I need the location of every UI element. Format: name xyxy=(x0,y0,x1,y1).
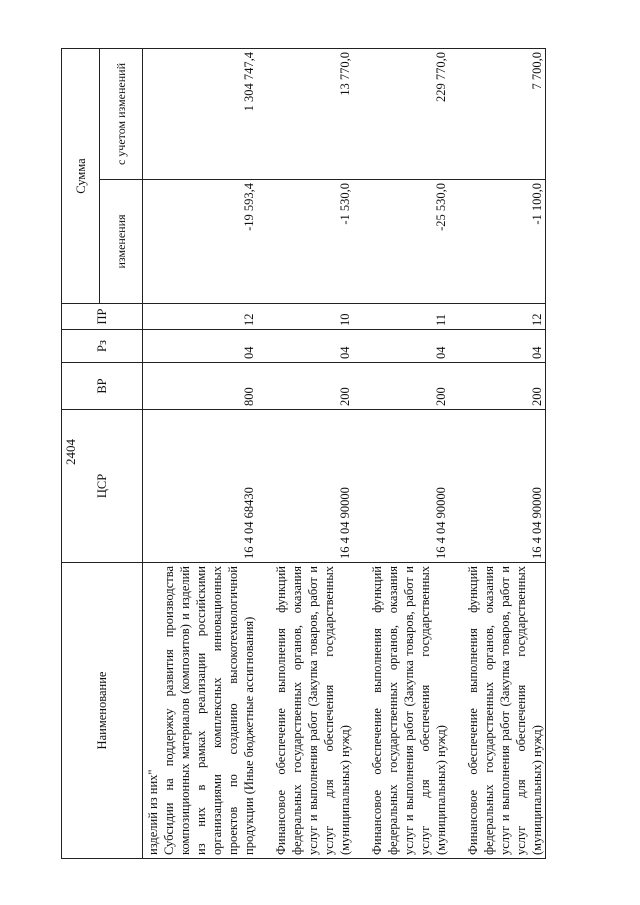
row-pr: 11 xyxy=(353,304,449,330)
row-csr: 16 4 04 90000 xyxy=(257,410,353,563)
budget-table xyxy=(61,48,546,859)
row-name: Субсидии на поддержку развития производства композиционных материалов (композитов) и изделий из них в рамках реализации российскими организациями комплексных инновационных проектов по созданию высокотехнологичной продукции (Иные бюджетные ассигнования) xyxy=(161,563,257,859)
row-pr: 12 xyxy=(161,304,257,330)
header-vr: ВР xyxy=(62,363,143,410)
empty-cell xyxy=(143,330,162,363)
row-total: 1 304 747,4 xyxy=(161,49,257,180)
row-vr: 200 xyxy=(257,363,353,410)
empty-cell xyxy=(143,363,162,410)
header-csr: ЦСР xyxy=(62,410,143,563)
continuation-row xyxy=(143,49,162,859)
empty-cell xyxy=(143,410,162,563)
row-change: -1 100,0 xyxy=(449,180,546,304)
row-rz: 04 xyxy=(449,330,546,363)
empty-cell xyxy=(143,49,162,180)
row-total: 7 700,0 xyxy=(449,49,546,180)
header-rz: Рз xyxy=(62,330,143,363)
row-change: -1 530,0 xyxy=(257,180,353,304)
row-rz: 04 xyxy=(257,330,353,363)
row-name: Финансовое обеспечение выполнения функций федеральных государственных органов, оказания услуг и выполнения работ (Закупка товаров, работ и услуг для обеспечения государственных (муниципальных) нужд) xyxy=(353,563,449,859)
page-number: 2404 xyxy=(63,439,78,465)
header-sum: Сумма xyxy=(62,49,100,304)
continuation-text: изделий из них" xyxy=(143,563,162,859)
rotated-table-block xyxy=(61,49,571,859)
table-row xyxy=(257,49,353,859)
row-vr: 200 xyxy=(353,363,449,410)
row-total: 229 770,0 xyxy=(353,49,449,180)
header-name: Наименование xyxy=(62,563,143,859)
row-vr: 200 xyxy=(449,363,546,410)
header-pr: ПР xyxy=(62,304,143,330)
row-csr: 16 4 04 68430 xyxy=(161,410,257,563)
table-header xyxy=(62,49,143,859)
row-rz: 04 xyxy=(161,330,257,363)
table-row xyxy=(161,49,257,859)
table-body xyxy=(143,49,546,859)
row-change: -25 530,0 xyxy=(353,180,449,304)
empty-cell xyxy=(143,304,162,330)
row-total: 13 770,0 xyxy=(257,49,353,180)
header-change: изменения xyxy=(100,180,143,304)
row-rz: 04 xyxy=(353,330,449,363)
table-row xyxy=(449,49,546,859)
row-name: Финансовое обеспечение выполнения функций федеральных государственных органов, оказания услуг и выполнения работ (Закупка товаров, работ и услуг для обеспечения государственных (муниципальных) нужд) xyxy=(449,563,546,859)
row-change: -19 593,4 xyxy=(161,180,257,304)
header-with-changes: с учетом изменений xyxy=(100,49,143,180)
table-row xyxy=(353,49,449,859)
row-csr: 16 4 04 90000 xyxy=(449,410,546,563)
row-pr: 12 xyxy=(449,304,546,330)
header-row-top xyxy=(62,49,100,859)
row-name: Финансовое обеспечение выполнения функций федеральных государственных органов, оказания услуг и выполнения работ (Закупка товаров, работ и услуг для обеспечения государственных (муниципальных) нужд) xyxy=(257,563,353,859)
empty-cell xyxy=(143,180,162,304)
row-vr: 800 xyxy=(161,363,257,410)
row-pr: 10 xyxy=(257,304,353,330)
row-csr: 16 4 04 90000 xyxy=(353,410,449,563)
